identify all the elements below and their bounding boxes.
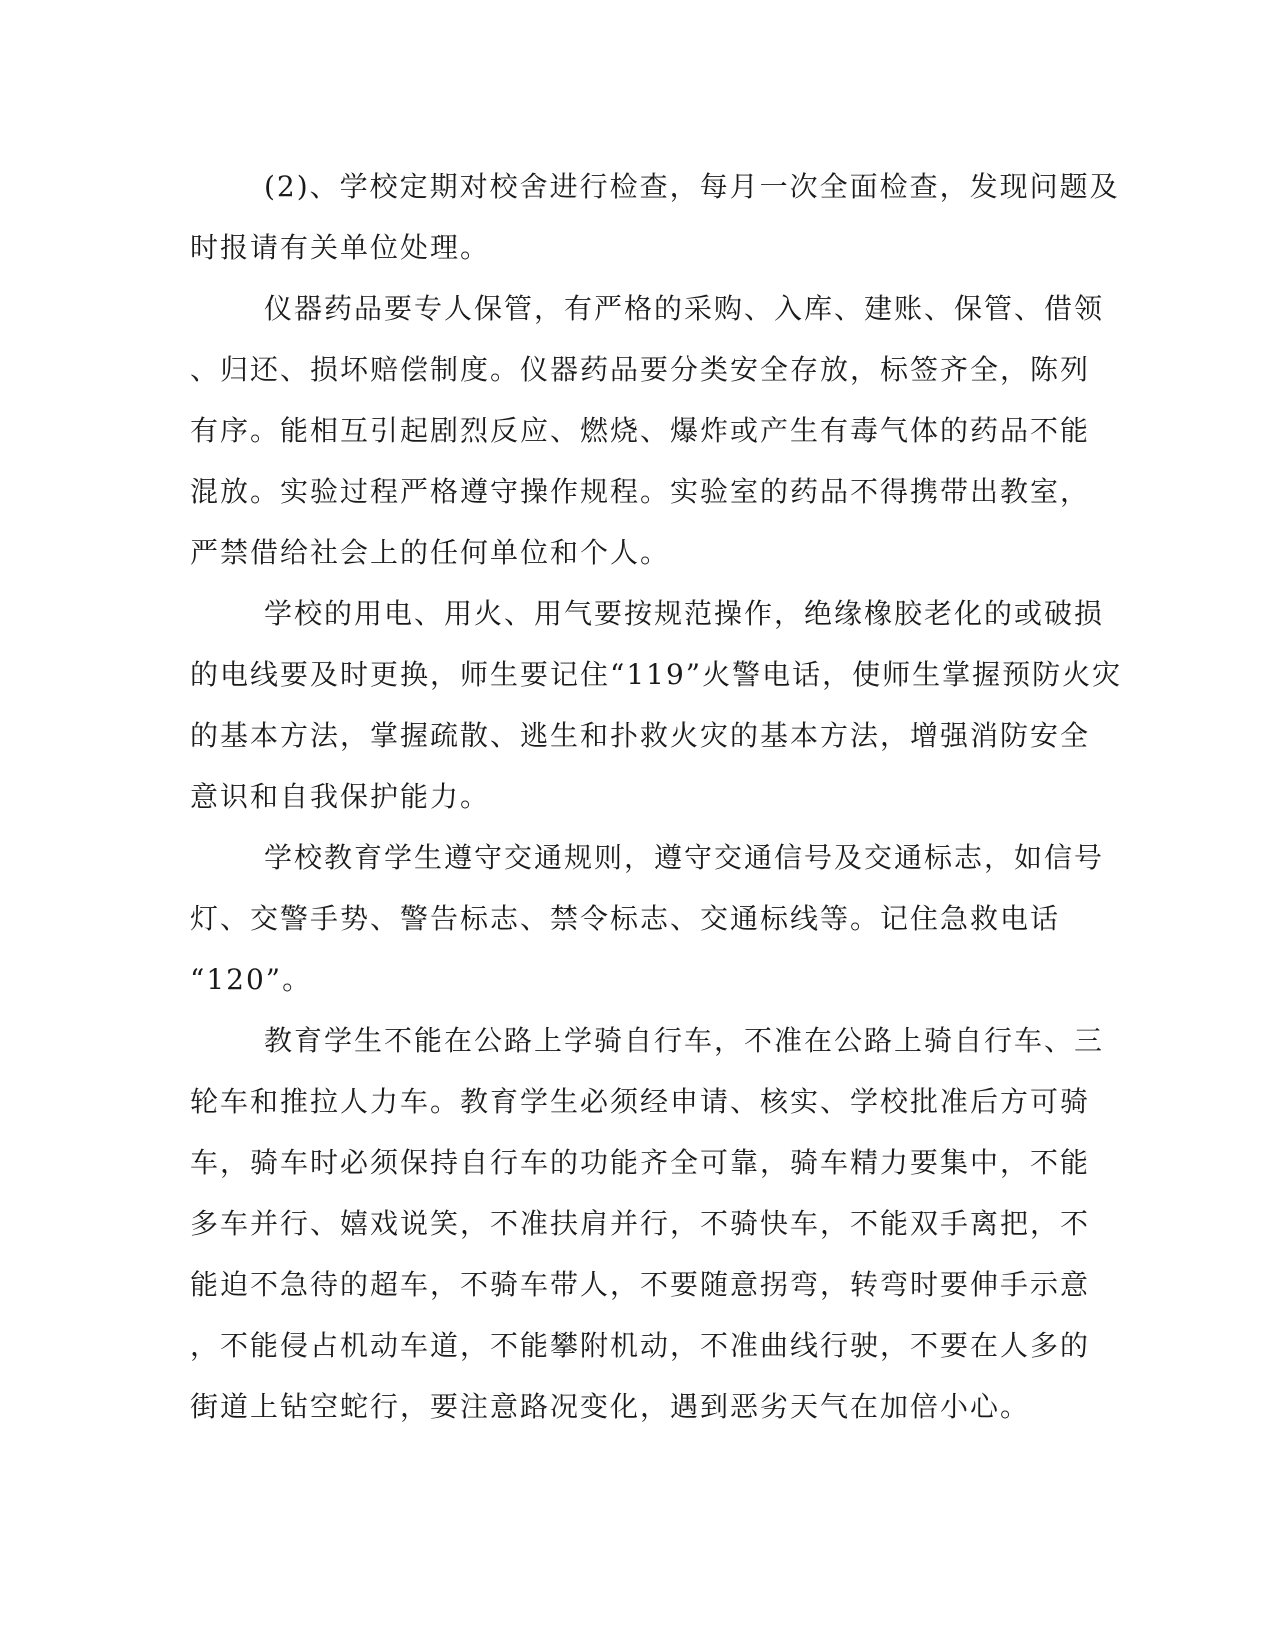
- text-line: 意识和自我保护能力。: [190, 780, 491, 813]
- text-line: 学校教育学生遵守交通规则，遵守交通信号及交通标志，如信号: [264, 841, 1105, 874]
- paragraph-lab-chemicals: [190, 278, 1105, 583]
- text-line: 的基本方法，掌握疏散、逃生和扑救火灾的基本方法，增强消防安全: [190, 719, 1091, 752]
- paragraph-school-building-inspection: [190, 156, 1120, 278]
- text-line: 学校的用电、用火、用气要按规范操作，绝缘橡胶老化的或破损: [264, 597, 1105, 630]
- text-line: ，不能侵占机动车道，不能攀附机动，不准曲线行驶，不要在人多的: [190, 1329, 1091, 1362]
- text-line: 有序。能相互引起剧烈反应、燃烧、爆炸或产生有毒气体的药品不能: [190, 414, 1091, 447]
- paragraph-bicycle-safety: [190, 1010, 1105, 1437]
- text-line: 混放。实验过程严格遵守操作规程。实验室的药品不得携带出教室，: [190, 475, 1091, 508]
- text-line: 轮车和推拉人力车。教育学生必须经申请、核实、学校批准后方可骑: [190, 1085, 1091, 1118]
- text-line: 的电线要及时更换，师生要记住“119”火警电话，使师生掌握预防火灾: [190, 658, 1123, 691]
- text-line: 灯、交警手势、警告标志、禁令标志、交通标线等。记住急救电话: [190, 902, 1061, 935]
- text-line: 能迫不急待的超车，不骑车带人，不要随意拐弯，转弯时要伸手示意: [190, 1268, 1091, 1301]
- text-line: 多车并行、嬉戏说笑，不准扶肩并行，不骑快车，不能双手离把，不: [190, 1207, 1091, 1240]
- text-line: 时报请有关单位处理。: [190, 231, 491, 264]
- text-line: 严禁借给社会上的任何单位和个人。: [190, 536, 671, 569]
- paragraph-traffic-rules: [190, 827, 1105, 1010]
- document-body: [190, 156, 1123, 1437]
- text-line: 、归还、损坏赔偿制度。仪器药品要分类安全存放，标签齐全，陈列: [190, 353, 1091, 386]
- text-line: 街道上钻空蛇行，要注意路况变化，遇到恶劣天气在加倍小心。: [190, 1390, 1031, 1423]
- paragraph-fire-safety: [190, 583, 1123, 827]
- text-line: “120”。: [190, 963, 313, 996]
- text-line: 仪器药品要专人保管，有严格的采购、入库、建账、保管、借领: [264, 292, 1105, 325]
- text-line: 车，骑车时必须保持自行车的功能齐全可靠，骑车精力要集中，不能: [190, 1146, 1091, 1179]
- text-line: (2)、学校定期对校舍进行检查，每月一次全面检查，发现问题及: [264, 170, 1120, 203]
- text-line: 教育学生不能在公路上学骑自行车，不准在公路上骑自行车、三: [264, 1024, 1105, 1057]
